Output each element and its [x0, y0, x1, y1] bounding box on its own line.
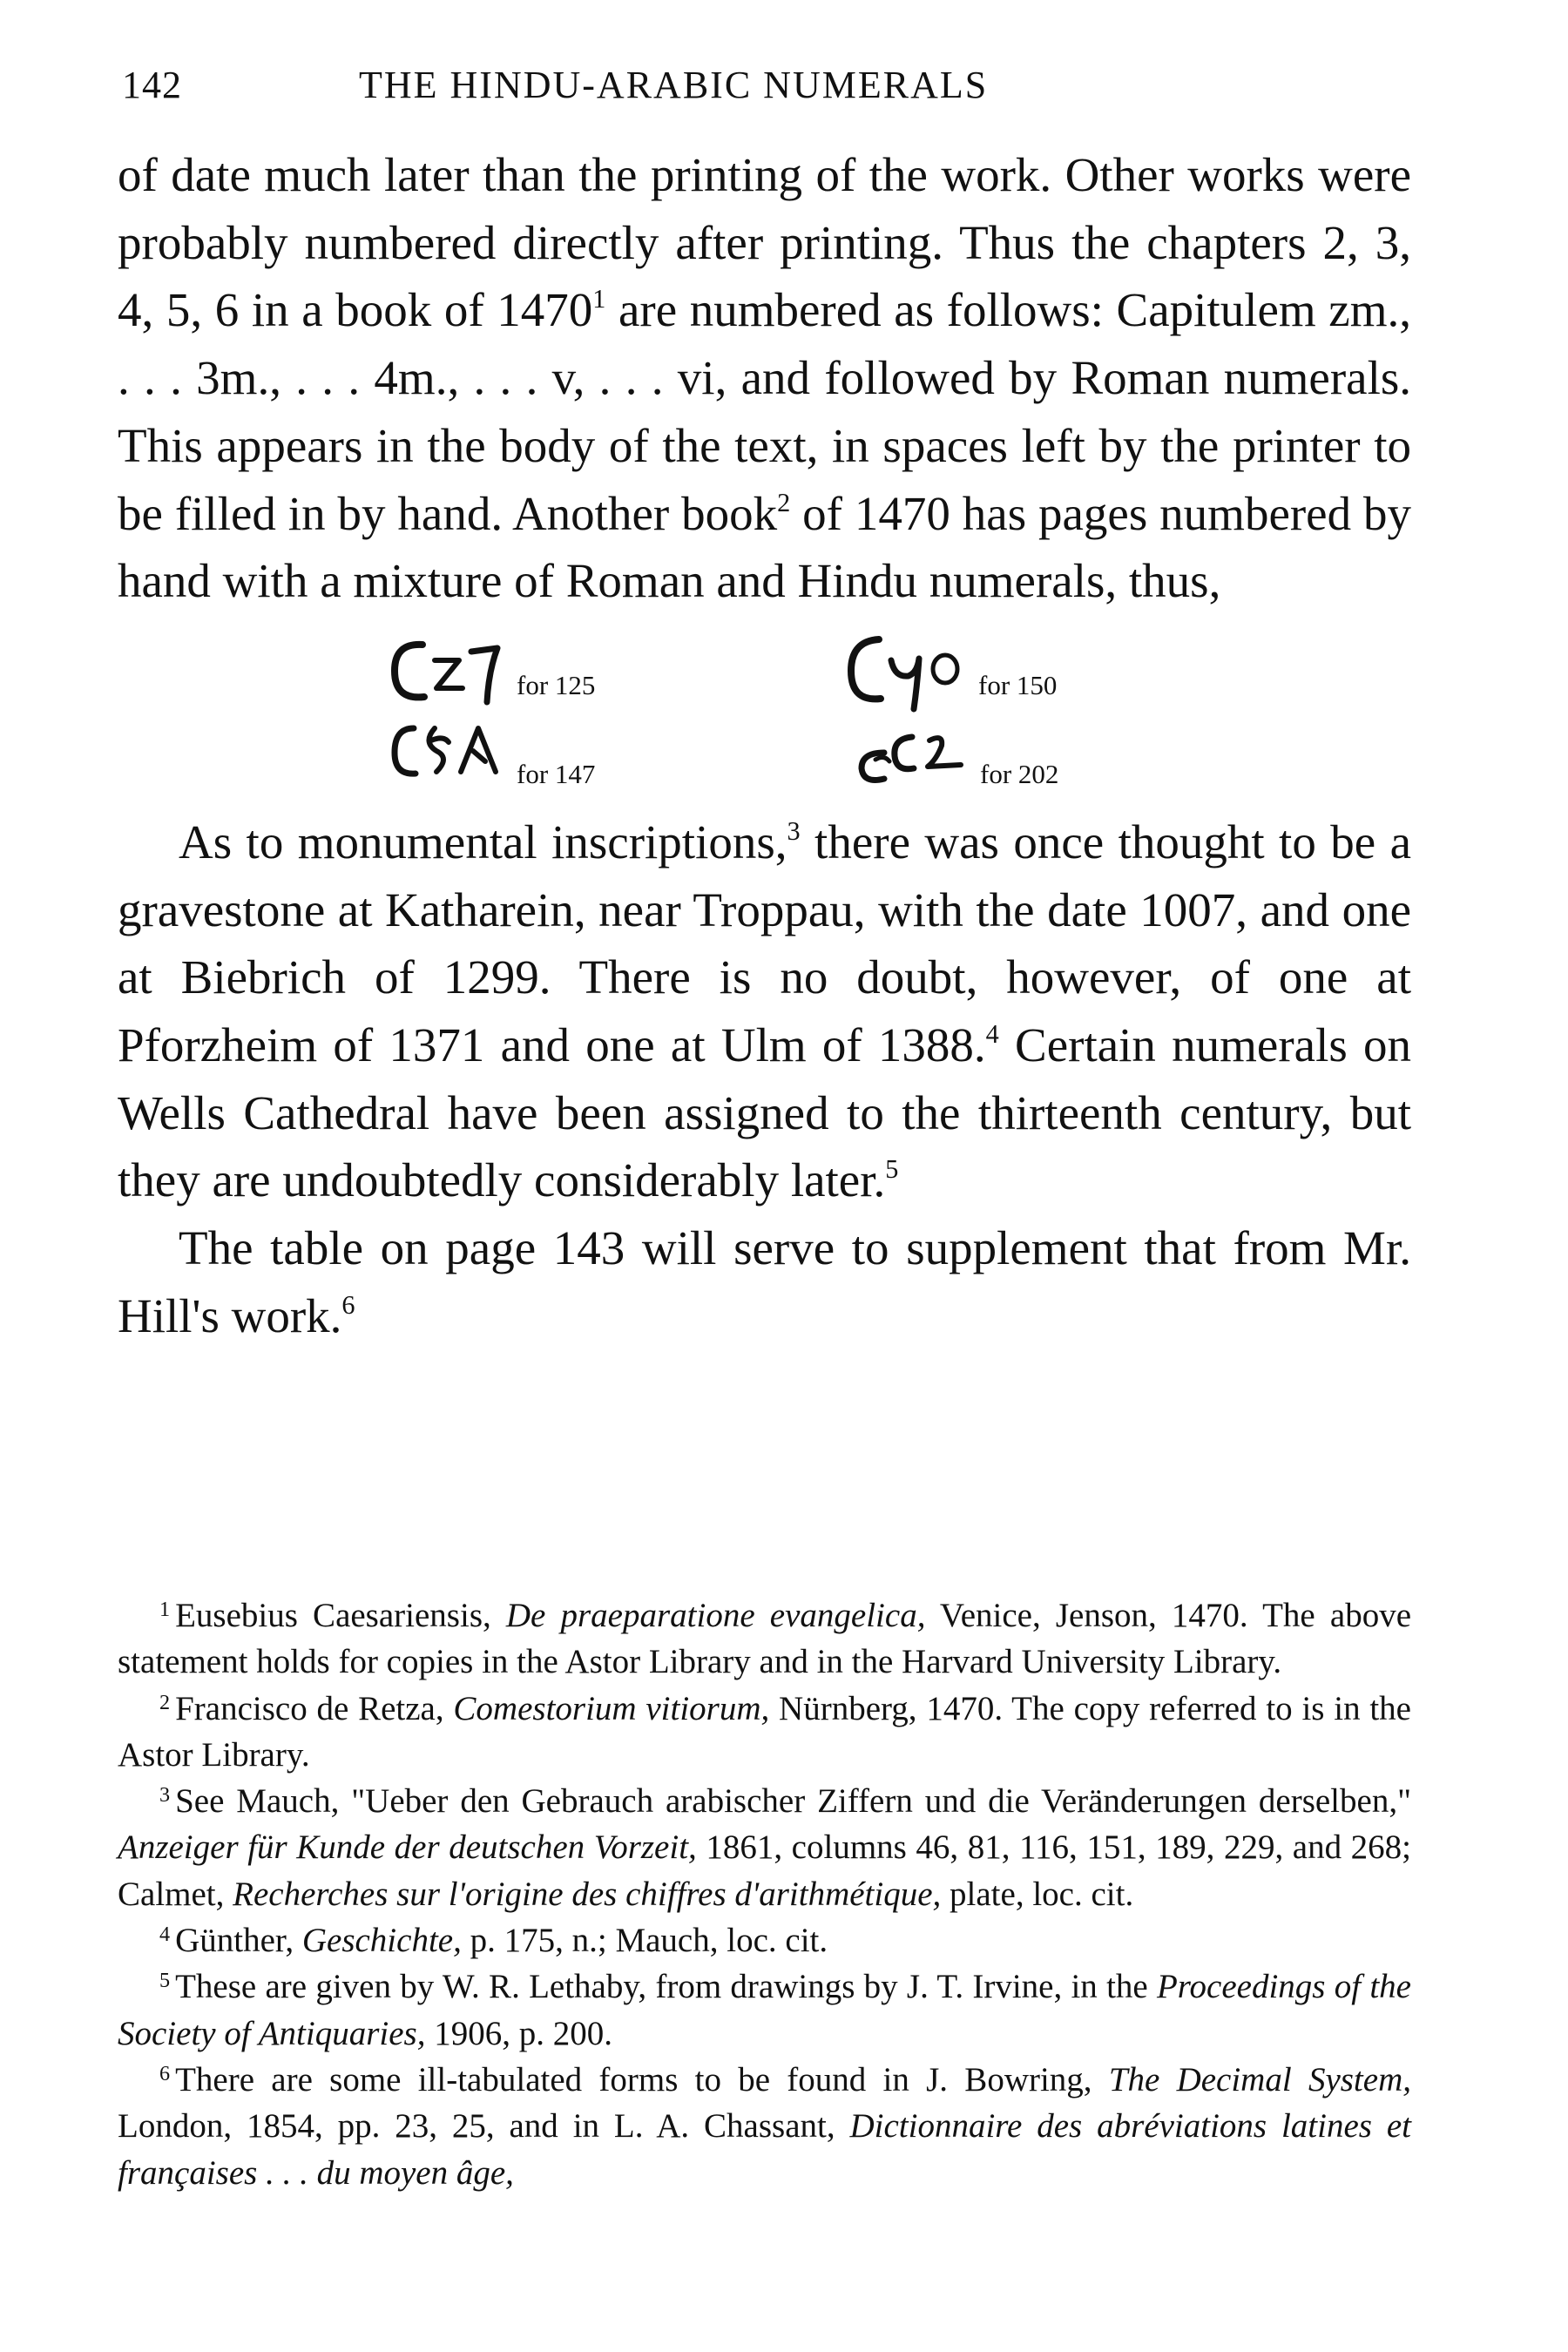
footnote-6-mark: 6: [159, 2061, 171, 2085]
footnote-2-mark: 2: [159, 1690, 171, 1714]
numeral-202: [849, 716, 1198, 794]
footnote-6: [118, 2057, 1411, 2196]
paragraph-1-text-c: of 1470 has pages numbered by hand with a mixture of Roman and Hindu numerals, thus,: [118, 486, 1411, 608]
footnote-3-text-b: 1861, columns 46, 81, 116, 151, 189, 229, and 268; Calmet,: [118, 1828, 1412, 1913]
main-text: [118, 141, 1411, 1350]
footnote-4-text-a: Günther,: [175, 1922, 302, 1960]
footnote-6-text-a: There are some ill-tabulated forms to be found in J. Bowring,: [175, 2060, 1109, 2099]
footnote-6-title: The Decimal System,: [1108, 2060, 1411, 2099]
footnote-5-mark: 5: [159, 1969, 171, 1993]
handwritten-147-glyph: [388, 716, 501, 794]
label-150: for 150: [978, 669, 1058, 700]
footnote-4-mark: 4: [159, 1923, 171, 1946]
handwritten-numerals-figure: [118, 622, 1411, 796]
footnote-3-title: Anzeiger für Kunde der deutschen Vorzeit,: [118, 1828, 697, 1867]
label-125: for 125: [517, 669, 596, 700]
footnote-1-title: De praeparatione evangelica,: [505, 1597, 926, 1634]
footnote-ref-1: 1: [592, 284, 606, 314]
label-147: for 147: [517, 758, 596, 789]
paragraph-1-text-b: are numbered as follows: Capitulem zm., . . . 3m., . . . 4m., . . . v, . . . vi, and followed by Roman numerals. This appears in the body of the text, in spaces left by the printer to be filled in by hand. Another book: [118, 283, 1411, 540]
footnote-2: [118, 1686, 1411, 1779]
footnote-ref-4: 4: [985, 1018, 999, 1049]
footnote-ref-5: 5: [885, 1154, 899, 1185]
footnote-1: [118, 1592, 1411, 1686]
paragraph-2: [118, 808, 1411, 1214]
running-header: [122, 54, 1411, 115]
paragraph-1: [118, 141, 1411, 615]
footnote-1-text-a: Eusebius Caesariensis,: [175, 1597, 506, 1634]
footnote-1-mark: 1: [159, 1597, 171, 1621]
footnote-5-text-a: These are given by W. R. Lethaby, from drawings by J. T. Irvine, in the: [175, 1968, 1157, 2006]
footnote-4-title: Geschichte,: [301, 1922, 462, 1960]
paragraph-2-text-c: Certain numerals on Wells Cathedral have been assigned to the thirteenth century, but they are undoubtedly considerably later.: [118, 1018, 1411, 1207]
footnote-3-title-2: Recherches sur l'origine des chiffres d'arithmétique,: [233, 1875, 942, 1913]
footnote-3-text-c: plate, loc. cit.: [941, 1875, 1134, 1913]
footnote-2-text-b: Nürnberg, 1470. The copy referred to is in the Astor Library.: [118, 1689, 1411, 1774]
page-number: 142: [122, 64, 182, 106]
running-title: THE HINDU-ARABIC NUMERALS: [359, 64, 989, 106]
footnote-4: [118, 1917, 1411, 1963]
footnote-3: [118, 1778, 1411, 1917]
footnote-ref-3: 3: [787, 815, 801, 846]
paragraph-3: [118, 1214, 1411, 1349]
footnote-3-mark: 3: [159, 1783, 171, 1808]
paragraph-1-text-a: of date much later than the printing of the work. Other works were probably numbered directly after printing. Thus the chapters 2, 3, 4, 5, 6 in a book of 1470: [118, 148, 1411, 337]
handwritten-202-glyph: [849, 716, 971, 794]
footnote-ref-6: 6: [341, 1289, 355, 1320]
footnote-5: [118, 1963, 1411, 2057]
footnote-ref-2: 2: [777, 487, 791, 517]
handwritten-150-glyph: [848, 632, 970, 711]
footnote-6-text-b: London, 1854, pp. 23, 25, and in L. A. Chassant,: [118, 2107, 850, 2146]
footnote-1-text-b: Venice, Jenson, 1470. The above statement holds for copies in the Astor Library and in the Harvard University Library.: [118, 1597, 1412, 1681]
numeral-150: [848, 632, 1196, 711]
footnote-4-text-b: p. 175, n.; Mauch, loc. cit.: [461, 1922, 828, 1960]
paragraph-2-text-b: there was once thought to be a gravestone at Katharein, near Troppau, with the date 1007, and one at Biebrich of 1299. There is no doubt, however, of one at Pforzheim of 1371 and one at Ulm of 1388.: [118, 814, 1411, 1072]
footnote-5-title: Proceedings of the Society of Antiquaries,: [118, 1968, 1411, 2052]
paragraph-2-text-a: As to monumental inscriptions,: [179, 814, 787, 868]
footnote-5-text-b: 1906, p. 200.: [425, 2014, 612, 2052]
footnotes: [118, 1592, 1411, 2196]
footnote-2-title: Comestorium vitiorum,: [453, 1689, 770, 1727]
footnote-2-text-a: Francisco de Retza,: [175, 1689, 454, 1727]
numeral-125: [388, 632, 736, 711]
numeral-147: [388, 716, 736, 794]
handwritten-125-glyph: [388, 632, 501, 711]
footnote-6-title-2: Dictionnaire des abréviations latines et françaises . . . du moyen âge,: [118, 2107, 1411, 2192]
label-202: for 202: [980, 758, 1059, 789]
paragraph-3-text: The table on page 143 will serve to supplement that from Mr. Hill's work.: [118, 1221, 1411, 1342]
footnote-3-text-a: See Mauch, "Ueber den Gebrauch arabischer Ziffern und die Veränderungen derselben,": [175, 1782, 1411, 1821]
